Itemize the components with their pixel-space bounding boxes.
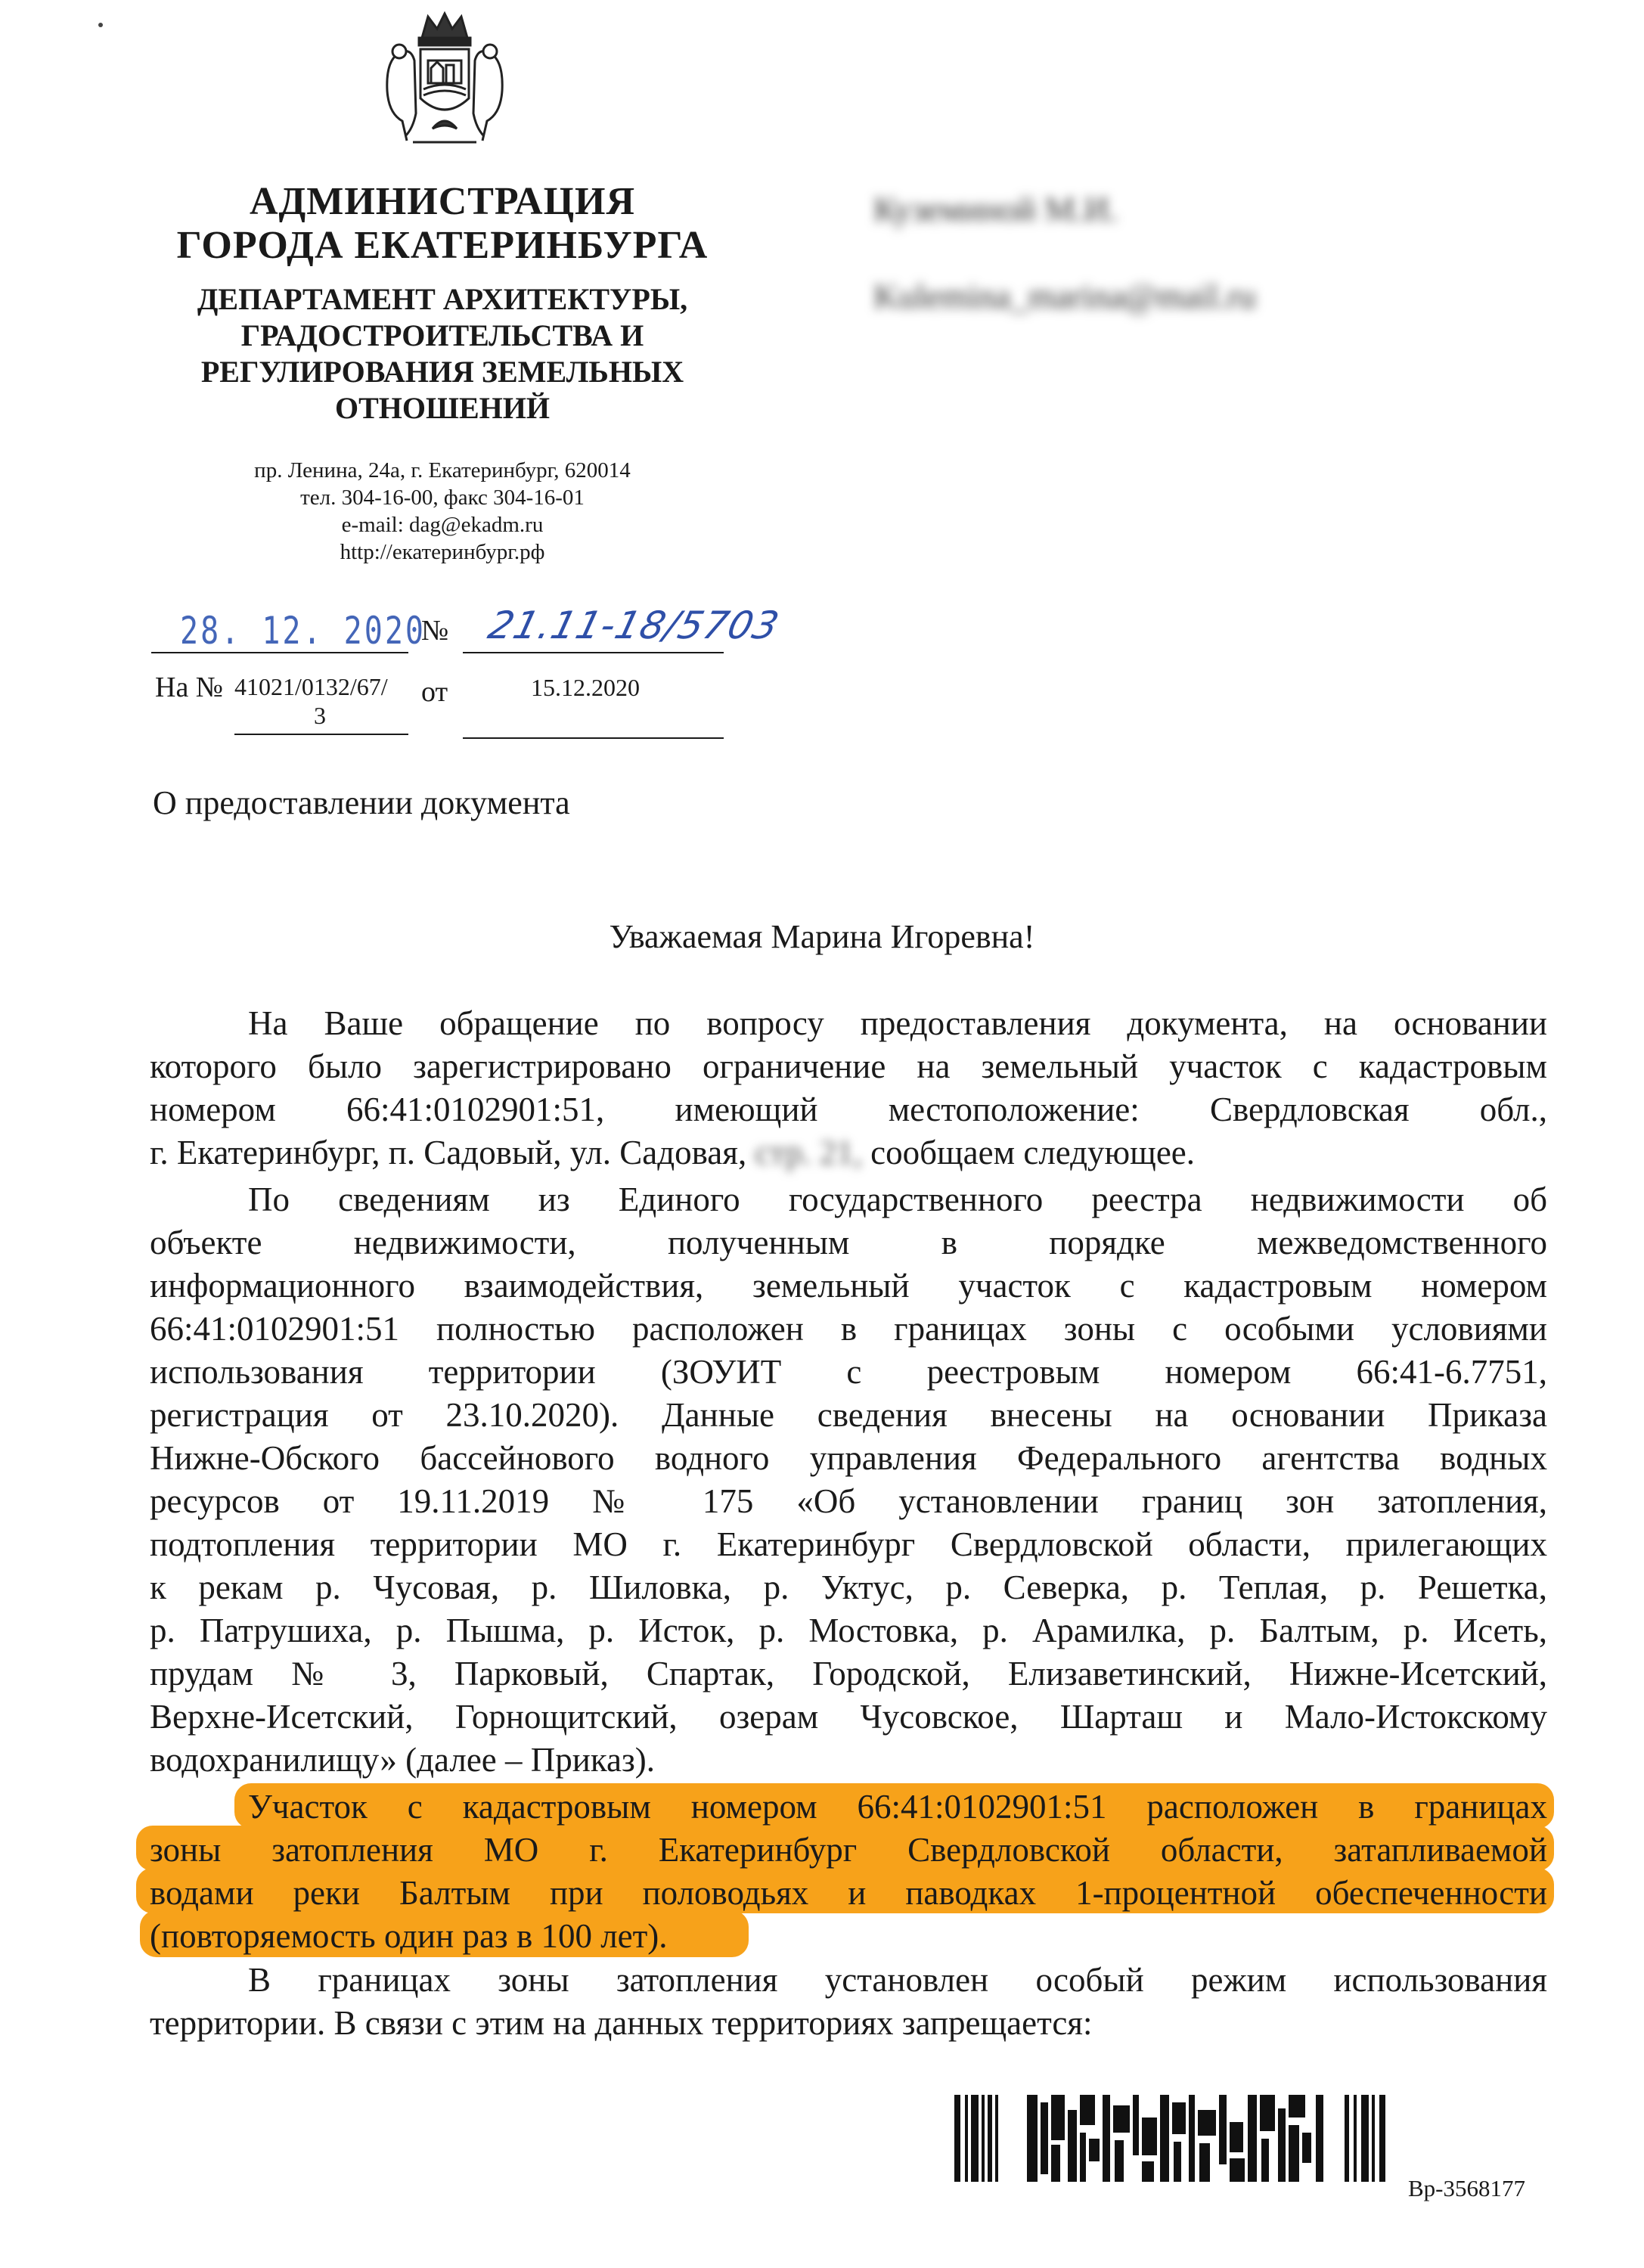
text-fragment: сообщаем следующее. xyxy=(870,1134,1196,1171)
coat-of-arms-emblem xyxy=(369,8,520,147)
text-line: (повторяемость один раз в 100 лет). xyxy=(150,1917,668,1955)
department-line: ГРАДОСТРОИТЕЛЬСТВА И xyxy=(240,318,644,352)
department-line: ОТНОШЕНИЙ xyxy=(335,391,550,425)
redacted-address-fragment: стр. 21, xyxy=(755,1134,862,1171)
sender-phone: тел. 304-16-00, факс 304-16-01 xyxy=(300,486,585,510)
text-line: водохранилищу» (далее – Приказ). xyxy=(150,1741,656,1779)
text-line: В границах зоны затопления установлен особый режим использования xyxy=(248,1961,1547,1999)
paragraph-2 xyxy=(150,1178,1547,1782)
paragraph-1 xyxy=(150,1002,1547,1174)
text-line: Участок с кадастровым номером 66:41:0102901:51 расположен в границах xyxy=(248,1788,1547,1826)
letter-subject: О предоставлении документа xyxy=(153,784,570,821)
text-line: к рекам р. Чусовая, р. Шиловка, р. Уктус, р. Северка, р. Теплая, р. Решетка, xyxy=(150,1568,1547,1606)
reference-label: На № xyxy=(155,672,224,703)
text-line: зоны затопления МО г. Екатеринбург Свердловской области, затапливаемой xyxy=(150,1831,1547,1869)
date-underline xyxy=(151,652,408,653)
reference-from-label: от xyxy=(421,676,448,708)
department-line: РЕГУЛИРОВАНИЯ ЗЕМЕЛЬНЫХ xyxy=(200,355,684,389)
recipient-name: Куземиной М.И. xyxy=(873,190,1118,228)
reference-date: 15.12.2020 xyxy=(531,674,640,701)
text-line: подтопления территории МО г. Екатеринбург Свердловской области, прилегающих xyxy=(150,1525,1547,1563)
reference-underline xyxy=(234,734,408,735)
paragraph-4 xyxy=(150,1959,1547,2045)
text-line: использования территории (ЗОУИТ с реестровым номером 66:41-6.7751, xyxy=(150,1353,1547,1391)
reference-number-line2: 3 xyxy=(314,702,326,729)
registration-date-stamp: 28. 12. 2020 xyxy=(180,610,426,653)
text-line: Верхне-Исетский, Горнощитский, озерам Чусовское, Шарташ и Мало-Истокскому xyxy=(150,1698,1547,1736)
text-line: По сведениям из Единого государственного реестра недвижимости об xyxy=(248,1181,1547,1218)
org-name-line1: АДМИНИСТРАЦИЯ xyxy=(249,180,636,223)
text-line: 66:41:0102901:51 полностью расположен в границах зоны с особыми условиями xyxy=(150,1310,1547,1348)
department-line: ДЕПАРТАМЕНТ АРХИТЕКТУРЫ, xyxy=(197,282,688,316)
text-line: которого было зарегистрировано ограничение на земельный участок с кадастровым xyxy=(150,1047,1547,1085)
text-fragment: г. Екатеринбург, п. Садовый, ул. Садовая, xyxy=(150,1134,747,1171)
sender-email: e-mail: dag@ekadm.ru xyxy=(341,513,544,537)
sender-address: пр. Ленина, 24а, г. Екатеринбург, 620014 xyxy=(254,458,631,482)
text-line: прудам № 3, Парковый, Спартак, Городской, Елизаветинский, Нижне-Исетский, xyxy=(150,1655,1547,1692)
text-line: территории. В связи с этим на данных территориях запрещается: xyxy=(150,2004,1093,2042)
paragraph-3-highlighted xyxy=(150,1786,1547,1958)
text-line: водами реки Балтым при половодьях и паводках 1-процентной обеспеченности xyxy=(150,1874,1547,1912)
text-line: На Ваше обращение по вопросу предоставления документа, на основании xyxy=(248,1004,1547,1042)
greeting: Уважаемая Марина Игоревна! xyxy=(609,918,1035,955)
registration-number-handwritten: 21.11-18/5703 xyxy=(484,603,784,647)
text-line: ресурсов от 19.11.2019 № 175 «Об установлении границ зон затопления, xyxy=(150,1482,1547,1520)
reference-number-line1: 41021/0132/67/ xyxy=(234,673,388,700)
sender-website: http://екатеринбург.рф xyxy=(340,540,545,564)
number-underline xyxy=(463,652,724,653)
recipient-email: Kulemina_marina@mail.ru xyxy=(873,277,1257,315)
department-name xyxy=(132,281,752,427)
scan-speck xyxy=(98,23,103,27)
text-line: регистрация от 23.10.2020). Данные сведения внесены на основании Приказа xyxy=(150,1396,1547,1434)
text-line: р. Патрушиха, р. Пышма, р. Исток, р. Мостовка, р. Арамилка, р. Балтым, р. Исеть, xyxy=(150,1612,1547,1649)
text-line xyxy=(150,1131,1547,1174)
text-line: объекте недвижимости, полученным в порядке межведомственного xyxy=(150,1224,1547,1261)
text-line: информационного взаимодействия, земельный участок с кадастровым номером xyxy=(150,1267,1547,1305)
org-name-line2: ГОРОДА ЕКАТЕРИНБУРГА xyxy=(176,224,709,267)
number-label: № xyxy=(421,615,449,647)
document-code: Вр-3568177 xyxy=(1408,2175,1525,2201)
text-line: Нижне-Обского бассейнового водного управления Федерального агентства водных xyxy=(150,1439,1547,1477)
document-barcode xyxy=(954,2095,1389,2182)
reference-date-underline xyxy=(463,737,724,739)
text-line: номером 66:41:0102901:51, имеющий местоположение: Свердловская обл., xyxy=(150,1091,1547,1128)
